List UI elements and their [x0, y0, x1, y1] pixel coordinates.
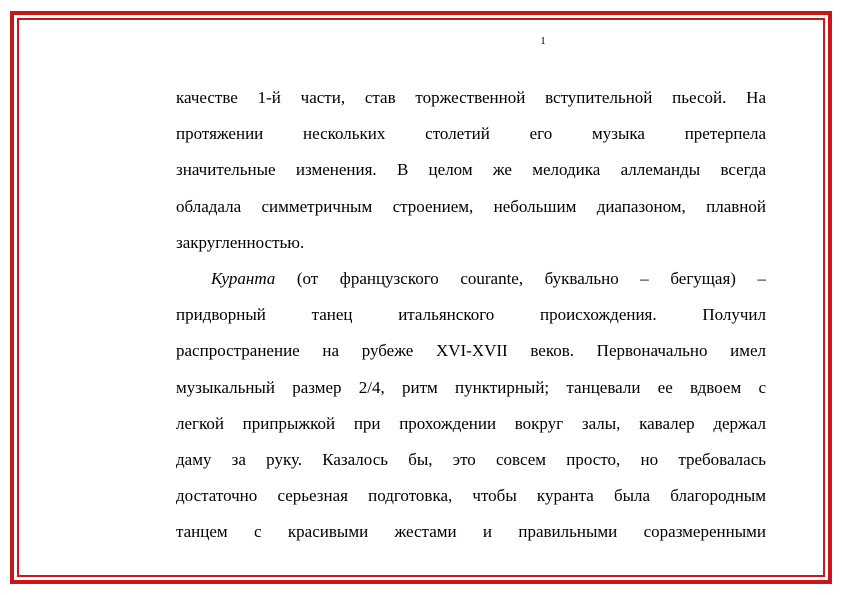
paragraph-line: закругленностью. [176, 232, 305, 252]
term-kuranta: Куранта [211, 268, 276, 288]
paragraph-line: легкой припрыжкой при прохождении вокруг залы, кавалер держал [176, 413, 766, 433]
paragraph-line: танцем с красивыми жестами и правильными соразмеренными [176, 522, 766, 542]
paragraph-line: протяжении нескольких столетий его музыка претерпела [176, 124, 766, 144]
paragraph-line: качестве 1-й части, став торжественной вступительной пьесой. На [176, 88, 766, 107]
page-number: 1 [540, 35, 546, 47]
paragraph-line: даму за руку. Казалось бы, это совсем просто, но требовалась [176, 449, 766, 469]
body-text [176, 86, 766, 556]
term-definition-start: (от французского courante, буквально – бегущая) – [275, 268, 766, 288]
paragraph-line: распространение на рубеже XVI-XVII веков. Первоначально имел [176, 341, 766, 361]
paragraph-first-line [176, 267, 766, 303]
paragraph-line: достаточно серьезная подготовка, чтобы куранта была благородным [176, 486, 766, 506]
paragraph-line: обладала симметричным строением, небольшим диапазоном, плавной [176, 196, 766, 216]
paragraph-line: музыкальный размер 2/4, ритм пунктирный; танцевали ее вдвоем с [176, 377, 766, 397]
paragraph-line: значительные изменения. В целом же мелодика аллеманды всегда [176, 160, 766, 180]
paragraph-line: придворный танец итальянского происхождения. Получил [176, 305, 766, 325]
